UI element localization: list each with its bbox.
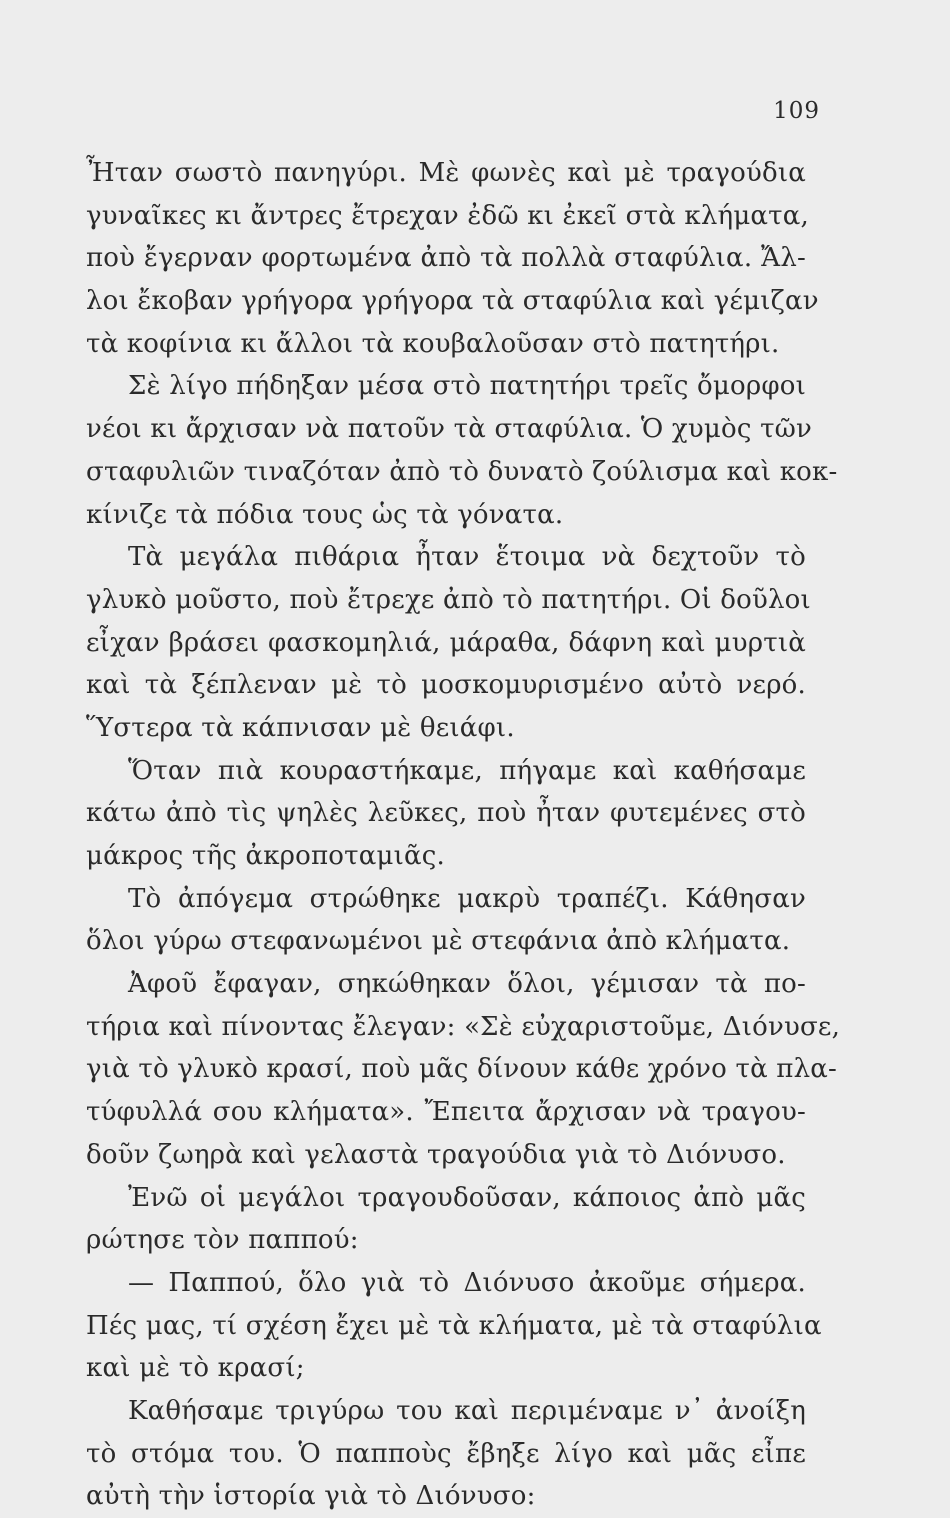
text-line: κάτω ἀπὸ τὶς ψηλὲς λεῦκες, ποὺ ἦταν φυτεμένες στὸ — [86, 798, 806, 829]
text-line: νέοι κι ἄρχισαν νὰ πατοῦν τὰ σταφύλια. Ὁ χυμὸς τῶν — [86, 414, 813, 445]
text-line: ὅλοι γύρω στεφανωμένοι μὲ στεφάνια ἀπὸ κλήματα. — [86, 926, 791, 957]
text-line: τὰ κοφίνια κι ἄλλοι τὰ κουβαλοῦσαν στὸ πατητήρι. — [86, 328, 780, 359]
text-line: Ἦταν σωστὸ πανηγύρι. Μὲ φωνὲς καὶ μὲ τραγούδια — [86, 158, 806, 188]
text-line: καὶ τὰ ξέπλεναν μὲ τὸ μοσκομυρισμένο αὐτὸ νερό. — [86, 670, 806, 701]
text-line: δοῦν ζωηρὰ καὶ γελαστὰ τραγούδια γιὰ τὸ Διόνυσο. — [86, 1139, 786, 1170]
text-line: Καθήσαμε τριγύρω του καὶ περιμέναμε ν᾿ ἀνοίξη — [128, 1395, 806, 1426]
text-line: Σὲ λίγο πήδηξαν μέσα στὸ πατητήρι τρεῖς ὄμορφοι — [128, 371, 806, 402]
text-line: κίνιζε τὰ πόδια τους ὡς τὰ γόνατα. — [86, 499, 564, 530]
text-line: τὸ στόμα του. Ὁ παπποὺς ἔβηξε λίγο καὶ μᾶς εἶπε — [86, 1438, 806, 1469]
text-line: γιὰ τὸ γλυκὸ κρασί, ποὺ μᾶς δίνουν κάθε χρόνο τὰ πλα- — [86, 1054, 838, 1085]
text-line: Ὅταν πιὰ κουραστήκαμε, πήγαμε καὶ καθήσαμε — [128, 755, 806, 786]
text-line: μάκρος τῆς ἀκροποταμιᾶς. — [86, 841, 445, 871]
text-line: γυναῖκες κι ἄντρες ἔτρεχαν ἐδῶ κι ἐκεῖ στὰ κλήματα, — [86, 200, 809, 231]
body-text — [86, 152, 841, 1518]
text-line: Πές μας, τί σχέση ἔχει μὲ τὰ κλήματα, μὲ τὰ σταφύλια — [86, 1310, 822, 1341]
text-line: Ἐνῶ οἱ μεγάλοι τραγουδοῦσαν, κάποιος ἀπὸ μᾶς — [128, 1182, 806, 1213]
text-line: λοι ἔκοβαν γρήγορα γρήγορα τὰ σταφύλια καὶ γέμιζαν — [86, 286, 819, 317]
text-line: εἶχαν βράσει φασκομηλιά, μάραθα, δάφνη καὶ μυρτιὰ — [86, 627, 806, 658]
text-line: Ὕστερα τὰ κάπνισαν μὲ θειάφι. — [86, 712, 515, 743]
text-line: αὐτὴ τὴν ἱστορία γιὰ τὸ Διόνυσο: — [86, 1481, 536, 1512]
text-line: ποὺ ἔγερναν φορτωμένα ἀπὸ τὰ πολλὰ σταφύλια. Ἄλ- — [86, 243, 806, 274]
text-line: σταφυλιῶν τιναζόταν ἀπὸ τὸ δυνατὸ ζούλισμα καὶ κοκ- — [86, 456, 838, 487]
text-line: τύφυλλά σου κλήματα». Ἔπειτα ἄρχισαν νὰ τραγου- — [86, 1097, 806, 1128]
page-number: 109 — [773, 98, 820, 124]
text-line: Τὸ ἀπόγεμα στρώθηκε μακρὺ τραπέζι. Κάθησαν — [128, 883, 806, 914]
text-line: ρώτησε τὸν παππού: — [86, 1225, 359, 1256]
text-line: Ἀφοῦ ἔφαγαν, σηκώθηκαν ὅλοι, γέμισαν τὰ πο- — [128, 969, 806, 1000]
text-line: — Παππού, ὅλο γιὰ τὸ Διόνυσο ἀκοῦμε σήμερα. — [128, 1267, 806, 1298]
text-line: γλυκὸ μοῦστο, ποὺ ἔτρεχε ἀπὸ τὸ πατητήρι. Οἱ δοῦλοι — [86, 584, 811, 615]
text-line: καὶ μὲ τὸ κρασί; — [86, 1353, 305, 1384]
text-line: Τὰ μεγάλα πιθάρια ἦταν ἕτοιμα νὰ δεχτοῦν τὸ — [128, 542, 806, 573]
text-line: τήρια καὶ πίνοντας ἔλεγαν: «Σὲ εὐχαριστοῦμε, Διόνυσε, — [86, 1011, 841, 1042]
